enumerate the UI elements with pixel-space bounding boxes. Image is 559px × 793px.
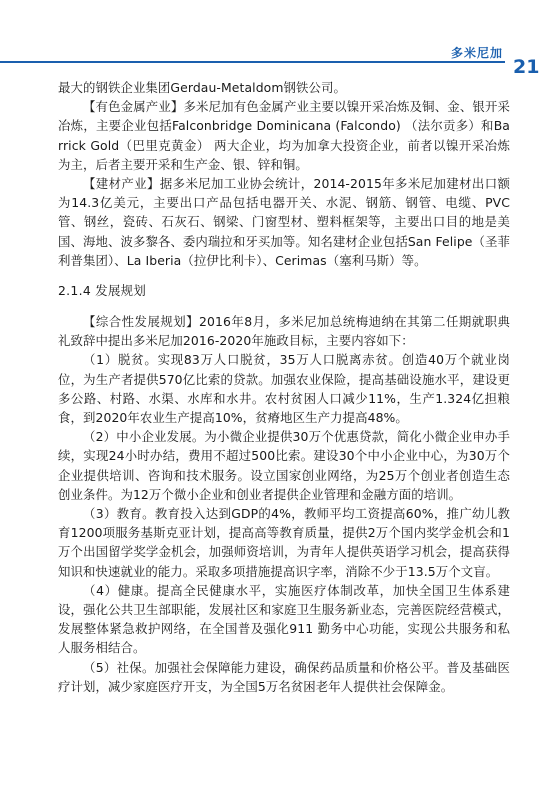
header-rule [0,61,505,63]
paragraph: （3）教育。教育投入达到GDP的4%，教师平均工资提高60%，推广幼儿教育1200项服务基斯克亚计划，提高高等教育质量，提供2万个国内奖学金机会和1万个出国留学奖学金机会，加强师资培训，为青年人提供英语学习机会，提高获得知识和快速就业的能力。采取多项措施提高识字率，消除不少于13.5万个文盲。 [58,506,510,579]
paragraph: （2）中小企业发展。为小微企业提供30万个优惠贷款，简化小微企业申办手续，实现24小时办结，费用不超过500比索。建设30个中小企业中心，为30万个企业提供培训、咨询和技术服务。设立国家创业网络，为25万个创业者创造生态创业条件。为12万个微小企业和创业者提供企业管理和金融方面的培训。 [58,429,510,502]
section-heading: 2.1.4 发展规划 [58,283,147,299]
page-body [58,78,510,696]
paragraph: （5）社保。加强社会保障能力建设，确保药品质量和价格公平。普及基础医疗计划，减少家庭医疗开支，为全国5万名贫困老年人提供社会保障金。 [58,659,510,694]
running-header-title: 多米尼加 [450,46,503,60]
paragraph: （4）健康。提高全民健康水平，实施医疗体制改革，加快全国卫生体系建设，强化公共卫生部职能，发展社区和家庭卫生服务新业态，完善医院经营模式，发展整体紧急救护网络，在全国普及强化911 勤务中心功能，实现公共服务和私人服务相结合。 [58,582,510,656]
paragraph: 最大的钢铁企业集团Gerdau-Metaldom钢铁公司。 [58,80,346,95]
paragraph: 【综合性发展规划】2016年8月，多米尼加总统梅迪纳在其第二任期就职典礼致辞中提出多米尼加2016-2020年施政目标，主要内容如下： [58,314,510,349]
page-number: 21 [513,56,540,78]
paragraph: 【建材产业】据多米尼加工业协会统计，2014-2015年多米尼加建材出口额为14.3亿美元，主要出口产品包括电器开关、水泥、钢筋、钢管、电缆、PVC管、钢丝，瓷砖、石灰石、钢梁、门窗型材、塑料框架等，主要出口目的地是美国、海地、波多黎各、委内瑞拉和牙买加等。知名建材企业包括San Felipe（圣菲利普集团）、La Iberia（拉伊比利卡）、Cerimas（塞利马斯）等。 [58,176,510,268]
paragraph: （1）脱贫。实现83万人口脱贫，35万人口脱离赤贫。创造40万个就业岗位，为生产者提供570亿比索的贷款。加强农业保险，提高基础设施水平，建设更多公路、村路、水渠、水库和水井。农村贫困人口减少11%，生产1.324亿担粮食，到2020年农业生产提高10%，贫瘠地区生产力提高48%。 [58,352,510,426]
paragraph: 【有色金属产业】多米尼加有色金属产业主要以镍开采冶炼及铜、金、银开采冶炼，主要企业包括Falconbridge Dominicana (Falcondo) （法尔贡多）和Barrick Gold（巴里克黄金） 两大企业，均为加拿大投资企业，前者以镍开采冶炼为主，后者主要开采和生产金、银、锌和铜。 [58,99,510,172]
